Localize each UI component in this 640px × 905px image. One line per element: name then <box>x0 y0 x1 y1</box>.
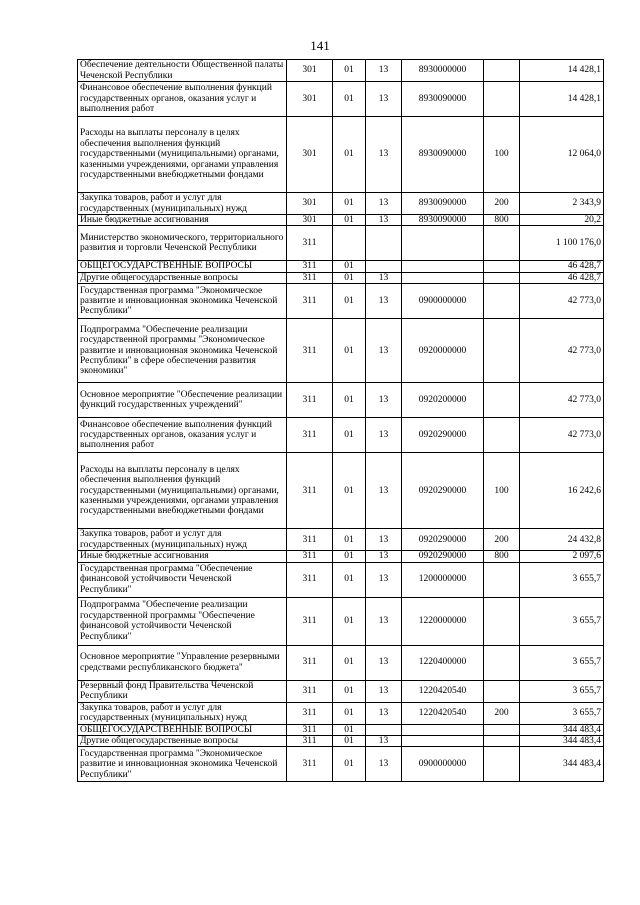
row-subsection-code: 13 <box>366 551 402 562</box>
row-section-code: 01 <box>333 680 366 702</box>
row-subsection-code: 13 <box>366 736 402 747</box>
row-expense-type-code: 200 <box>484 193 520 215</box>
row-amount: 42 773,0 <box>520 383 604 418</box>
row-amount: 2 343,9 <box>520 193 604 215</box>
row-ved-code: 311 <box>287 736 333 747</box>
row-target-code <box>402 226 484 261</box>
row-ved-code: 301 <box>287 193 333 215</box>
row-section-code: 01 <box>333 736 366 747</box>
row-section-code: 01 <box>333 529 366 551</box>
table-row <box>78 597 604 645</box>
table-row <box>78 551 604 562</box>
row-subsection-code: 13 <box>366 319 402 383</box>
row-name: Иные бюджетные ассигнования <box>78 215 287 226</box>
row-name: Закупка товаров, работ и услуг для государственных (муниципальных) нужд <box>78 193 287 215</box>
table-row <box>78 272 604 283</box>
row-target-code: 8930090000 <box>402 117 484 193</box>
row-section-code: 01 <box>333 261 366 272</box>
row-section-code: 01 <box>333 702 366 724</box>
row-expense-type-code <box>484 597 520 645</box>
row-amount: 1 100 176,0 <box>520 226 604 261</box>
row-target-code: 8930000000 <box>402 60 484 82</box>
row-ved-code: 311 <box>287 551 333 562</box>
row-ved-code: 311 <box>287 562 333 597</box>
row-section-code: 01 <box>333 60 366 82</box>
row-name: Основное мероприятие "Управление резервными средствами республиканского бюджета" <box>78 645 287 680</box>
row-target-code: 1220420540 <box>402 680 484 702</box>
row-target-code: 0920290000 <box>402 418 484 453</box>
row-expense-type-code <box>484 82 520 117</box>
row-subsection-code: 13 <box>366 272 402 283</box>
row-expense-type-code: 200 <box>484 529 520 551</box>
table-row <box>78 60 604 82</box>
page-number: 141 <box>310 38 330 53</box>
row-target-code: 8930090000 <box>402 82 484 117</box>
row-section-code: 01 <box>333 747 366 782</box>
row-amount: 3 655,7 <box>520 562 604 597</box>
row-target-code: 1220000000 <box>402 597 484 645</box>
row-ved-code: 311 <box>287 418 333 453</box>
table-row <box>78 261 604 272</box>
row-target-code <box>402 272 484 283</box>
row-section-code: 01 <box>333 453 366 529</box>
row-subsection-code: 13 <box>366 645 402 680</box>
table-row <box>78 562 604 597</box>
row-amount: 344 483,4 <box>520 736 604 747</box>
row-section-code: 01 <box>333 724 366 735</box>
row-ved-code: 311 <box>287 383 333 418</box>
table-row <box>78 418 604 453</box>
budget-table-body <box>78 60 604 782</box>
row-subsection-code: 13 <box>366 418 402 453</box>
budget-table <box>77 59 604 782</box>
row-section-code: 01 <box>333 383 366 418</box>
row-name: Финансовое обеспечение выполнения функций государственных органов, оказания услуг и выполнения работ <box>78 418 287 453</box>
row-expense-type-code <box>484 261 520 272</box>
row-subsection-code: 13 <box>366 747 402 782</box>
row-ved-code: 301 <box>287 60 333 82</box>
row-target-code: 0920290000 <box>402 529 484 551</box>
row-section-code: 01 <box>333 272 366 283</box>
row-subsection-code: 13 <box>366 562 402 597</box>
row-name: Государственная программа "Экономическое развитие и инновационная экономика Чеченской Республики" <box>78 747 287 782</box>
row-subsection-code: 13 <box>366 60 402 82</box>
row-name: Резервный фонд Правительства Чеченской Республики <box>78 680 287 702</box>
row-amount: 16 242,6 <box>520 453 604 529</box>
table-row <box>78 383 604 418</box>
row-expense-type-code: 200 <box>484 702 520 724</box>
row-amount: 12 064,0 <box>520 117 604 193</box>
row-amount: 3 655,7 <box>520 645 604 680</box>
row-name: Обеспечение деятельности Общественной палаты Чеченской Республики <box>78 60 287 82</box>
row-expense-type-code: 800 <box>484 215 520 226</box>
row-ved-code: 301 <box>287 215 333 226</box>
row-amount: 3 655,7 <box>520 680 604 702</box>
row-target-code: 0920000000 <box>402 319 484 383</box>
row-expense-type-code <box>484 645 520 680</box>
row-expense-type-code <box>484 272 520 283</box>
row-subsection-code: 13 <box>366 680 402 702</box>
row-expense-type-code <box>484 226 520 261</box>
row-ved-code: 311 <box>287 645 333 680</box>
row-name: Государственная программа "Обеспечение финансовой устойчивости Чеченской Республики" <box>78 562 287 597</box>
row-ved-code: 311 <box>287 597 333 645</box>
row-ved-code: 311 <box>287 680 333 702</box>
row-target-code: 0920290000 <box>402 551 484 562</box>
table-row <box>78 117 604 193</box>
row-section-code: 01 <box>333 551 366 562</box>
row-subsection-code: 13 <box>366 383 402 418</box>
row-amount: 14 428,1 <box>520 60 604 82</box>
row-expense-type-code <box>484 319 520 383</box>
row-subsection-code: 13 <box>366 193 402 215</box>
row-name: Расходы на выплаты персоналу в целях обеспечения выполнения функций государственными (муниципальными) органами, казенными учреждениями, органами управления государственными внебюджетными фондами <box>78 453 287 529</box>
row-expense-type-code <box>484 562 520 597</box>
row-name: Другие общегосударственные вопросы <box>78 736 287 747</box>
row-ved-code: 311 <box>287 702 333 724</box>
row-expense-type-code: 800 <box>484 551 520 562</box>
row-name: Основное мероприятие "Обеспечение реализации функций государственных учреждений" <box>78 383 287 418</box>
row-ved-code: 311 <box>287 226 333 261</box>
table-row <box>78 82 604 117</box>
row-target-code <box>402 261 484 272</box>
row-name: Другие общегосударственные вопросы <box>78 272 287 283</box>
row-ved-code: 311 <box>287 272 333 283</box>
row-expense-type-code <box>484 383 520 418</box>
row-section-code: 01 <box>333 284 366 319</box>
row-ved-code: 311 <box>287 319 333 383</box>
table-row <box>78 215 604 226</box>
row-name: Иные бюджетные ассигнования <box>78 551 287 562</box>
row-name: Государственная программа "Экономическое развитие и инновационная экономика Чеченской Республики" <box>78 284 287 319</box>
row-name: Подпрограмма "Обеспечение реализации государственной программы "Экономическое развитие и инновационная экономика Чеченской Республики" в сфере обеспечения развития экономики" <box>78 319 287 383</box>
row-ved-code: 311 <box>287 529 333 551</box>
row-target-code: 1200000000 <box>402 562 484 597</box>
row-amount: 42 773,0 <box>520 418 604 453</box>
table-row <box>78 702 604 724</box>
row-name: Подпрограмма "Обеспечение реализации государственной программы "Обеспечение финансовой устойчивости Чеченской Республики" <box>78 597 287 645</box>
row-expense-type-code <box>484 736 520 747</box>
row-expense-type-code <box>484 284 520 319</box>
row-subsection-code: 13 <box>366 215 402 226</box>
row-section-code: 01 <box>333 562 366 597</box>
row-name: Финансовое обеспечение выполнения функций государственных органов, оказания услуг и выполнения работ <box>78 82 287 117</box>
row-amount: 344 483,4 <box>520 747 604 782</box>
row-amount: 344 483,4 <box>520 724 604 735</box>
row-name: ОБЩЕГОСУДАРСТВЕННЫЕ ВОПРОСЫ <box>78 724 287 735</box>
row-amount: 14 428,1 <box>520 82 604 117</box>
row-amount: 42 773,0 <box>520 319 604 383</box>
row-amount: 42 773,0 <box>520 284 604 319</box>
table-row <box>78 193 604 215</box>
row-name: ОБЩЕГОСУДАРСТВЕННЫЕ ВОПРОСЫ <box>78 261 287 272</box>
row-target-code: 8930090000 <box>402 193 484 215</box>
row-target-code <box>402 736 484 747</box>
row-name: Министерство экономического, территориального развития и торговли Чеченской Республики <box>78 226 287 261</box>
row-expense-type-code: 100 <box>484 453 520 529</box>
row-ved-code: 301 <box>287 82 333 117</box>
row-target-code: 1220400000 <box>402 645 484 680</box>
table-row <box>78 736 604 747</box>
row-name: Закупка товаров, работ и услуг для государственных (муниципальных) нужд <box>78 529 287 551</box>
row-expense-type-code <box>484 724 520 735</box>
row-subsection-code: 13 <box>366 117 402 193</box>
row-name: Закупка товаров, работ и услуг для государственных (муниципальных) нужд <box>78 702 287 724</box>
table-row <box>78 724 604 735</box>
row-amount: 2 097,6 <box>520 551 604 562</box>
row-subsection-code: 13 <box>366 597 402 645</box>
row-expense-type-code <box>484 747 520 782</box>
row-section-code: 01 <box>333 645 366 680</box>
row-target-code: 8930090000 <box>402 215 484 226</box>
table-row <box>78 645 604 680</box>
row-name: Расходы на выплаты персоналу в целях обеспечения выполнения функций государственными (муниципальными) органами, казенными учреждениями, органами управления государственными внебюджетными фондами <box>78 117 287 193</box>
row-amount: 46 428,7 <box>520 272 604 283</box>
row-amount: 46 428,7 <box>520 261 604 272</box>
table-row <box>78 747 604 782</box>
row-subsection-code: 13 <box>366 284 402 319</box>
row-section-code: 01 <box>333 215 366 226</box>
row-target-code: 0900000000 <box>402 284 484 319</box>
row-amount: 20,2 <box>520 215 604 226</box>
table-row <box>78 453 604 529</box>
row-section-code: 01 <box>333 82 366 117</box>
row-section-code <box>333 226 366 261</box>
row-subsection-code <box>366 724 402 735</box>
row-section-code: 01 <box>333 117 366 193</box>
row-section-code: 01 <box>333 597 366 645</box>
table-row <box>78 319 604 383</box>
row-subsection-code <box>366 261 402 272</box>
row-section-code: 01 <box>333 193 366 215</box>
row-ved-code: 311 <box>287 284 333 319</box>
row-target-code: 0900000000 <box>402 747 484 782</box>
row-expense-type-code <box>484 60 520 82</box>
row-ved-code: 311 <box>287 261 333 272</box>
row-section-code: 01 <box>333 418 366 453</box>
row-target-code: 0920200000 <box>402 383 484 418</box>
row-target-code <box>402 724 484 735</box>
row-target-code: 1220420540 <box>402 702 484 724</box>
row-subsection-code: 13 <box>366 702 402 724</box>
row-expense-type-code <box>484 418 520 453</box>
row-subsection-code: 13 <box>366 453 402 529</box>
row-ved-code: 311 <box>287 747 333 782</box>
row-amount: 3 655,7 <box>520 597 604 645</box>
table-row <box>78 529 604 551</box>
row-subsection-code <box>366 226 402 261</box>
row-ved-code: 311 <box>287 453 333 529</box>
row-target-code: 0920290000 <box>402 453 484 529</box>
table-row <box>78 680 604 702</box>
row-ved-code: 301 <box>287 117 333 193</box>
row-subsection-code: 13 <box>366 529 402 551</box>
row-amount: 3 655,7 <box>520 702 604 724</box>
row-expense-type-code: 100 <box>484 117 520 193</box>
row-amount: 24 432,8 <box>520 529 604 551</box>
table-row <box>78 226 604 261</box>
table-row <box>78 284 604 319</box>
row-ved-code: 311 <box>287 724 333 735</box>
row-subsection-code: 13 <box>366 82 402 117</box>
row-section-code: 01 <box>333 319 366 383</box>
row-expense-type-code <box>484 680 520 702</box>
